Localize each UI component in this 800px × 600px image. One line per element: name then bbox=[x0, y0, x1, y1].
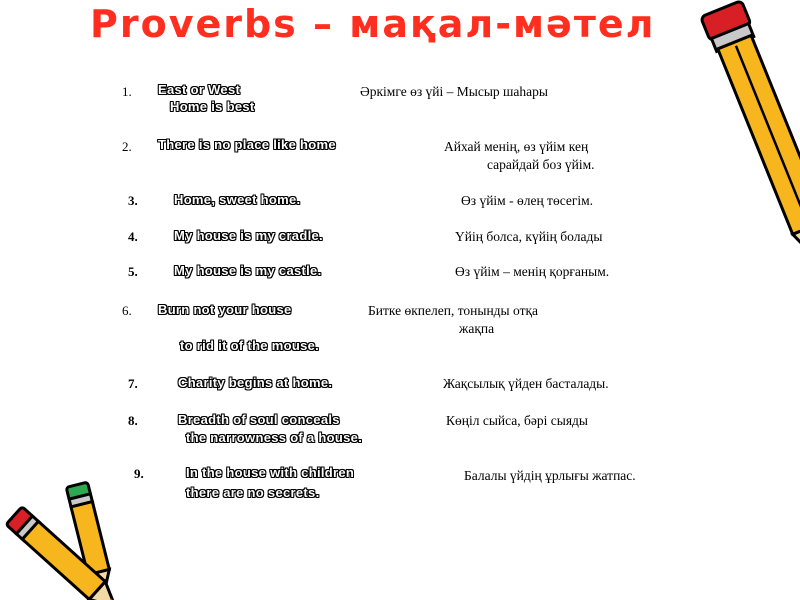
proverb-kz-2-line-1: Айхай менің, өз үйім кең bbox=[444, 139, 589, 154]
item-number-2: 2. bbox=[122, 139, 132, 154]
proverb-en-6-line-1: Burn not your house bbox=[158, 302, 292, 317]
item-number-1: 1. bbox=[122, 84, 132, 99]
proverb-kz-7: Жақсылық үйден басталады. bbox=[443, 376, 609, 391]
proverb-en-4: My house is my cradle. bbox=[174, 228, 323, 243]
proverb-en-9-line-1: In the house with children bbox=[186, 465, 355, 480]
pencil-icon-bottom-left bbox=[0, 480, 150, 600]
proverb-kz-6-line-2: жақпа bbox=[459, 321, 495, 336]
proverb-en-7: Charity begins at home. bbox=[178, 375, 333, 390]
proverb-en-1-line-2: Home is best bbox=[170, 99, 255, 114]
proverb-kz-8: Көңіл сыйса, бәрі сыяды bbox=[446, 413, 588, 428]
proverb-kz-2-line-2: сарайдай боз үйім. bbox=[487, 157, 595, 172]
proverb-en-2: There is no place like home bbox=[158, 137, 336, 152]
proverb-en-8-line-1: Breadth of soul conceals bbox=[178, 412, 340, 427]
pencil-icon-top-right bbox=[650, 0, 800, 310]
proverb-en-5: My house is my castle. bbox=[174, 263, 322, 278]
item-number-7: 7. bbox=[128, 376, 138, 391]
item-number-5: 5. bbox=[128, 264, 138, 279]
proverb-en-8-line-2: the narrowness of a house. bbox=[186, 430, 363, 445]
proverb-kz-3: Өз үйім - өлең төсегім. bbox=[461, 193, 594, 208]
proverb-kz-9: Балалы үйдің ұрлығы жатпас. bbox=[464, 468, 636, 483]
proverb-en-9-line-2: there are no secrets. bbox=[186, 485, 320, 500]
proverb-kz-5: Өз үйім – менің қорғаным. bbox=[455, 264, 610, 279]
proverb-en-3: Home, sweet home. bbox=[174, 192, 301, 207]
item-number-6: 6. bbox=[122, 303, 132, 318]
item-number-3: 3. bbox=[128, 193, 138, 208]
item-number-4: 4. bbox=[128, 229, 138, 244]
proverb-kz-4: Үйің болса, күйің болады bbox=[455, 229, 603, 244]
proverb-kz-1: Әркімге өз үйі – Мысыр шаһары bbox=[360, 84, 548, 99]
proverb-kz-6-line-1: Битке өкпелеп, тонынды отқа bbox=[368, 303, 539, 318]
proverb-en-6-line-2: to rid it of the mouse. bbox=[180, 338, 320, 353]
page-title: Proverbs – мақал-мәтел bbox=[90, 2, 656, 46]
item-number-8: 8. bbox=[128, 413, 138, 428]
item-number-9: 9. bbox=[134, 466, 144, 481]
proverb-en-1-line-1: East or West bbox=[158, 82, 241, 97]
